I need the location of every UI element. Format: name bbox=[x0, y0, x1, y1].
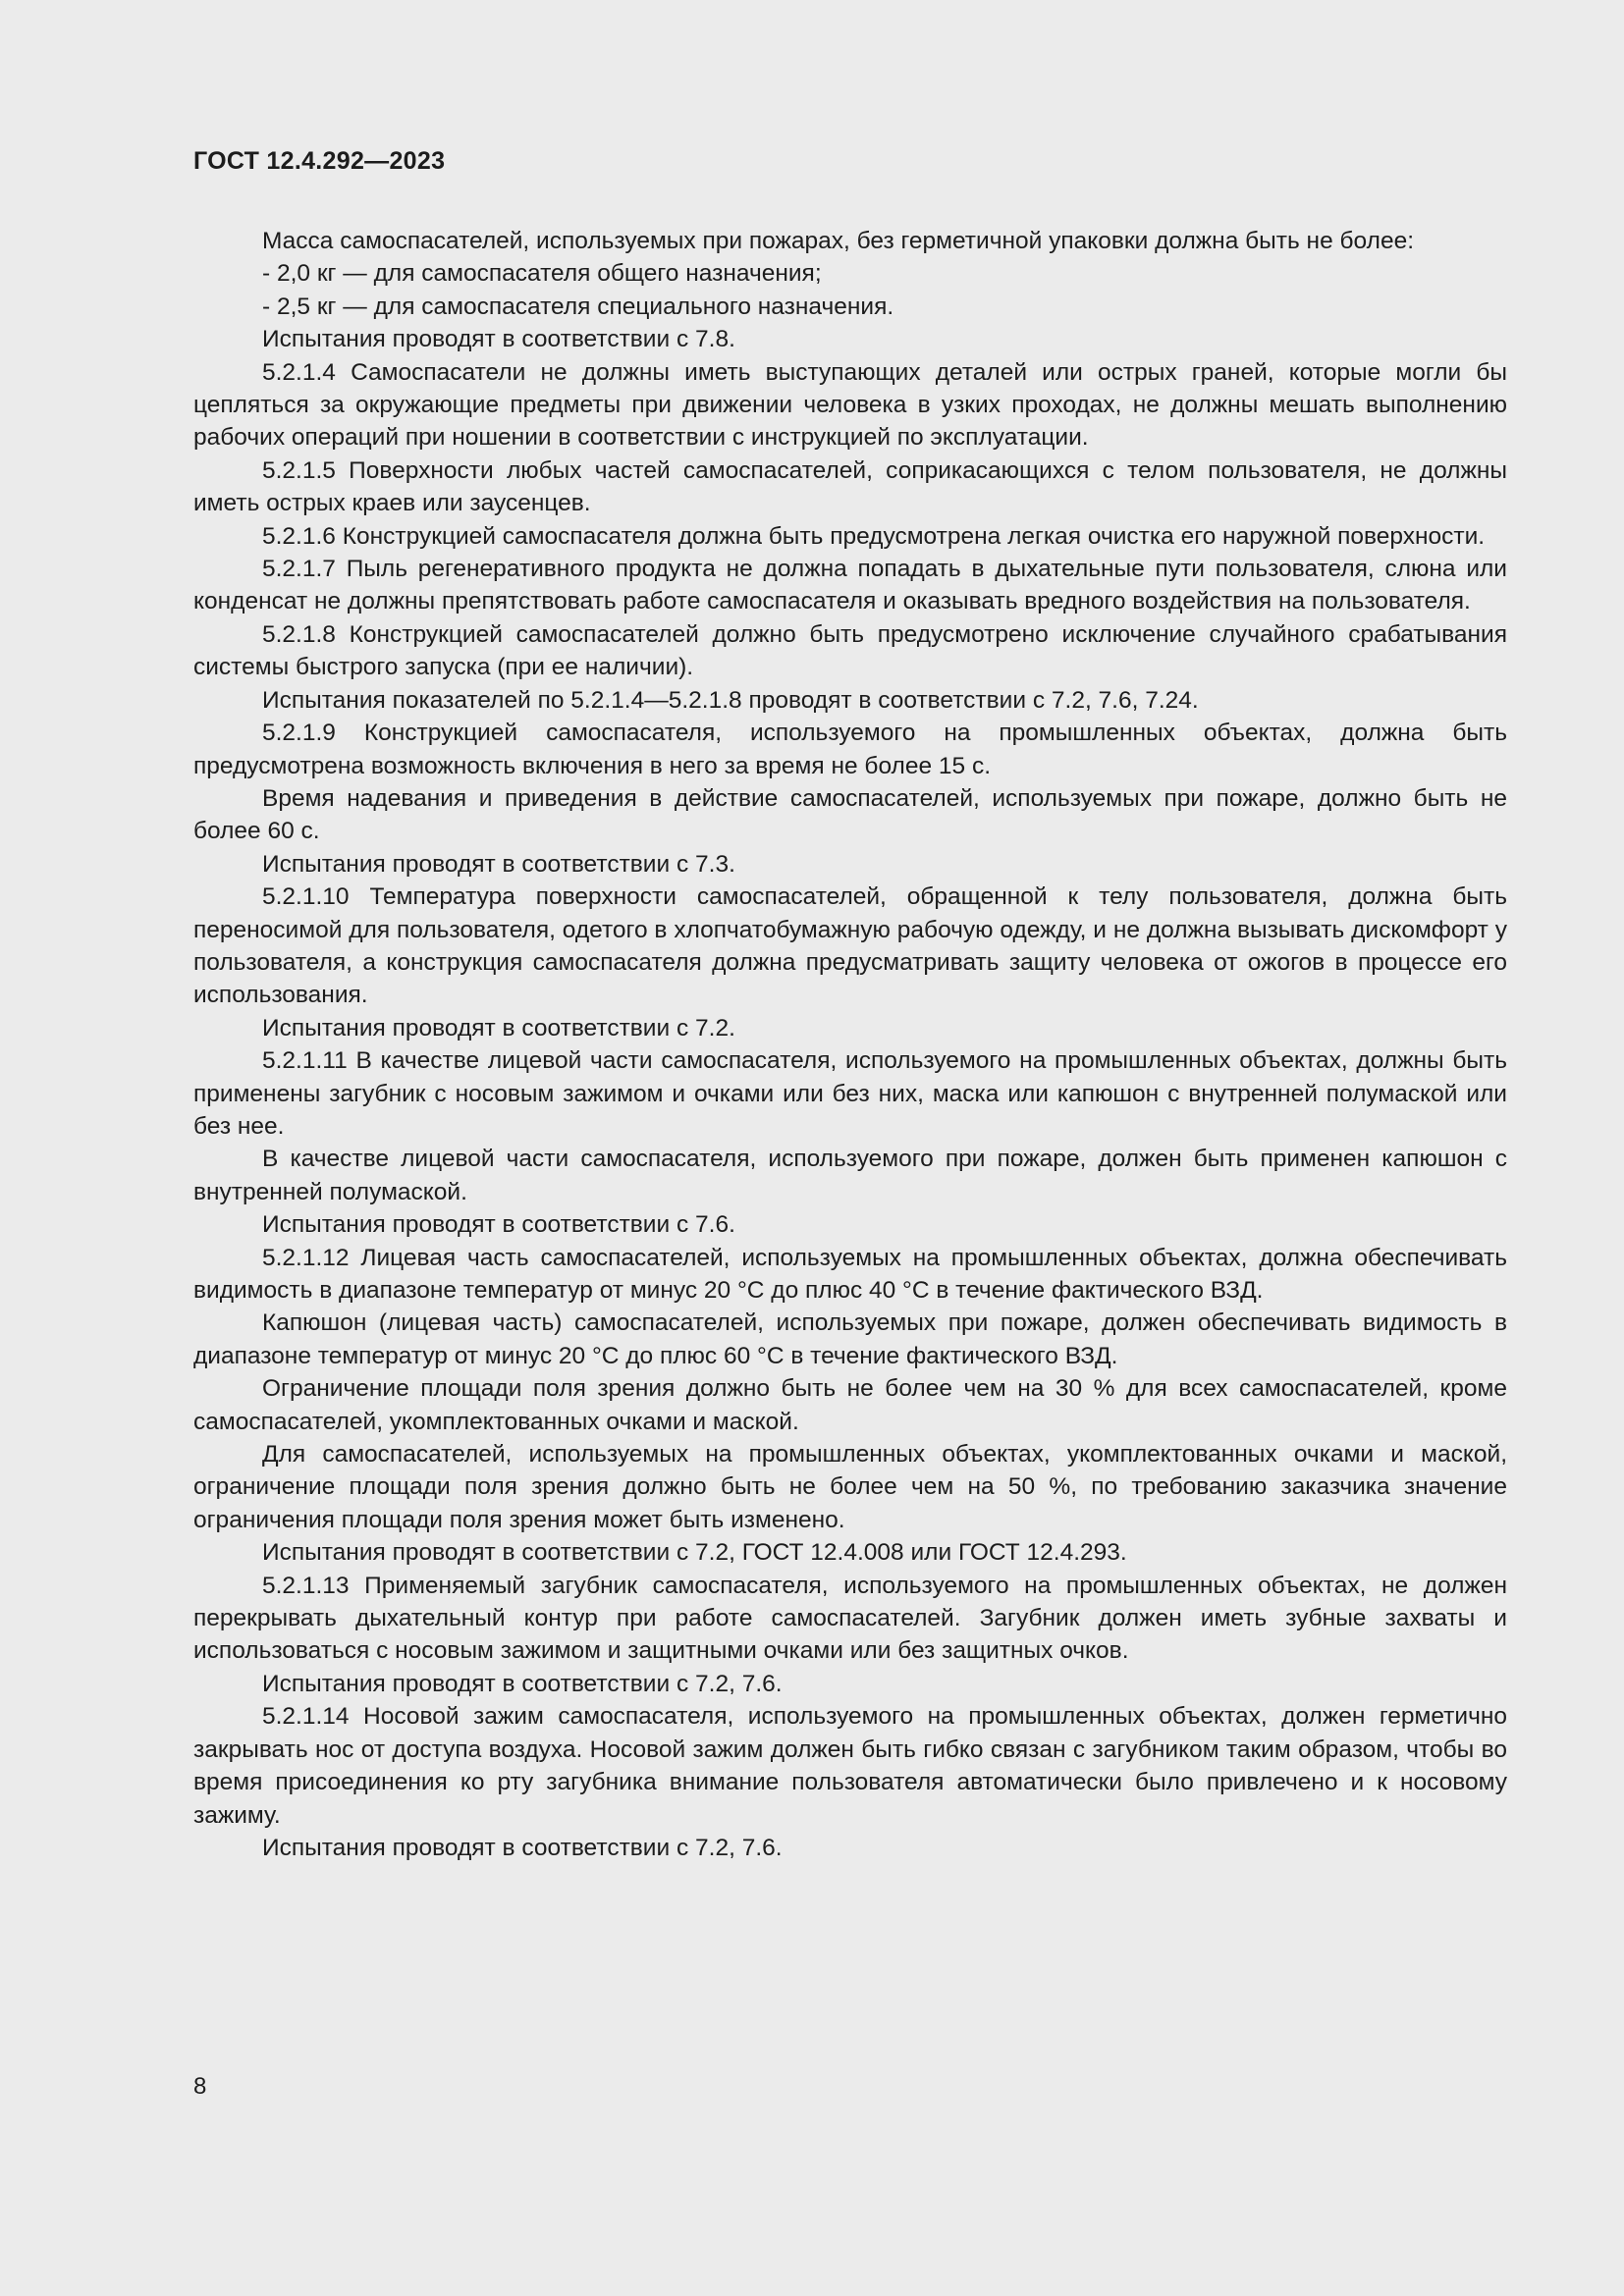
paragraph: 5.2.1.12 Лицевая часть самоспасателей, используемых на промышленных объектах, должна обеспечивать видимость в диапазоне температур от минус 20 °С до плюс 40 °С в течение фактического ВЗД. bbox=[193, 1244, 1507, 1304]
paragraph: 5.2.1.5 Поверхности любых частей самоспасателей, соприкасающихся с телом пользователя, не должны иметь острых краев или заусенцев. bbox=[193, 456, 1507, 517]
list-item: - 2,5 кг — для самоспасателя специального назначения. bbox=[262, 293, 894, 320]
paragraph: 5.2.1.4 Самоспасатели не должны иметь выступающих деталей или острых граней, которые могли бы цепляться за окружающие предметы при движении человека в узких проходах, не должны мешать выполнению рабочих операций при ношении в соответствии с инструкцией по эксплуатации. bbox=[193, 358, 1507, 452]
paragraph: В качестве лицевой части самоспасателя, используемого при пожаре, должен быть применен капюшон с внутренней полумаской. bbox=[193, 1146, 1507, 1205]
paragraph: 5.2.1.9 Конструкцией самоспасателя, используемого на промышленных объектах, должна быть предусмотрена возможность включения в него за время не более 15 с. bbox=[193, 720, 1507, 779]
document-header: ГОСТ 12.4.292—2023 bbox=[193, 147, 446, 175]
page-number: 8 bbox=[193, 2073, 207, 2100]
paragraph: Испытания проводят в соответствии с 7.2, ГОСТ 12.4.008 или ГОСТ 12.4.293. bbox=[262, 1539, 1127, 1567]
paragraph: 5.2.1.8 Конструкцией самоспасателей должно быть предусмотрено исключение случайного срабатывания системы быстрого запуска (при ее наличии). bbox=[193, 620, 1507, 681]
paragraph: 5.2.1.6 Конструкцией самоспасателя должна быть предусмотрена легкая очистка его наружной поверхности. bbox=[262, 522, 1486, 550]
paragraph: Испытания проводят в соответствии с 7.2, 7.6. bbox=[262, 1670, 783, 1697]
paragraph: Время надевания и приведения в действие самоспасателей, используемых при пожаре, должно быть не более 60 с. bbox=[193, 784, 1507, 845]
paragraph: Испытания проводят в соответствии с 7.2, 7.6. bbox=[262, 1834, 783, 1861]
paragraph: Испытания проводят в соответствии с 7.6. bbox=[262, 1211, 735, 1239]
paragraph: 5.2.1.7 Пыль регенеративного продукта не должна попадать в дыхательные пути пользователя, слюна или конденсат не должны препятствовать работе самоспасателя и оказывать вредного воздействия на пользователя. bbox=[193, 556, 1507, 615]
paragraph: Для самоспасателей, используемых на промышленных объектах, укомплектованных очками и маской, ограничение площади поля зрения должно быть не более чем на 50 %, по требованию заказчика значение ограничения площади поля зрения может быть изменено. bbox=[193, 1441, 1507, 1533]
paragraph: 5.2.1.13 Применяемый загубник самоспасателя, используемого на промышленных объектах, не должен перекрывать дыхательный контур при работе самоспасателей. Загубник должен иметь зубные захваты и использоваться с носовым зажимом и защитными очками или без защитных очков. bbox=[193, 1572, 1507, 1665]
paragraph: 5.2.1.11 В качестве лицевой части самоспасателя, используемого на промышленных объектах, должны быть применены загубник с носовым зажимом и очками или без них, маска или капюшон с внутренней полумаской или без нее. bbox=[193, 1047, 1507, 1140]
paragraph: Испытания проводят в соответствии с 7.3. bbox=[262, 850, 735, 878]
paragraph: Ограничение площади поля зрения должно быть не более чем на 30 % для всех самоспасателей, кроме самоспасателей, укомплектованных очками и маской. bbox=[193, 1375, 1507, 1435]
list-item: - 2,0 кг — для самоспасателя общего назначения; bbox=[262, 260, 822, 288]
paragraph: Испытания проводят в соответствии с 7.2. bbox=[262, 1014, 735, 1041]
paragraph: Масса самоспасателей, используемых при пожарах, без герметичной упаковки должна быть не более: bbox=[262, 228, 1414, 254]
paragraph: Испытания проводят в соответствии с 7.8. bbox=[262, 326, 735, 353]
paragraph: 5.2.1.14 Носовой зажим самоспасателя, используемого на промышленных объектах, должен герметично закрывать нос от доступа воздуха. Носовой зажим должен быть гибко связан с загубником таким образом, чтобы во время присоединения ко рту загубника внимание пользователя автоматически было привлечено и к носовому зажиму. bbox=[193, 1703, 1507, 1829]
paragraph: 5.2.1.10 Температура поверхности самоспасателей, обращенной к телу пользователя, должна быть переносимой для пользователя, одетого в хлопчатобумажную рабочую одежду, и не должна вызывать дискомфорт у пользователя, а конструкция самоспасателя должна предусматривать защиту человека от ожогов в процессе его использования. bbox=[193, 883, 1507, 1009]
paragraph: Испытания показателей по 5.2.1.4—5.2.1.8 проводят в соответствии с 7.2, 7.6, 7.24. bbox=[262, 686, 1199, 714]
document-body bbox=[193, 225, 1507, 1864]
paragraph: Капюшон (лицевая часть) самоспасателей, используемых при пожаре, должен обеспечивать видимость в диапазоне температур от минус 20 °С до плюс 60 °С в течение фактического ВЗД. bbox=[193, 1309, 1507, 1369]
